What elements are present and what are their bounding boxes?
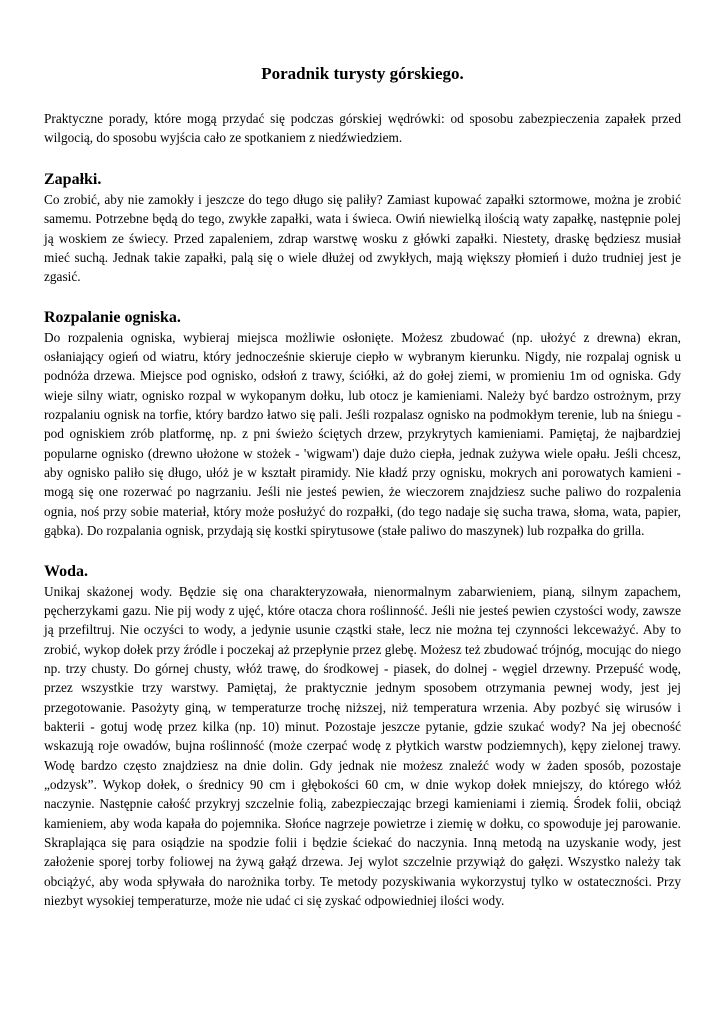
section-body-matches: Co zrobić, aby nie zamokły i jeszcze do tego długo się paliły? Zamiast kupować zapałki sztormowe, można je zrobić samemu. Potrzebne będą do tego, zwykłe zapałki, wata i świeca. Owiń niewielką ilością waty zapałkę, następnie polej ją woskiem ze świecy. Przed zapaleniem, zdrap warstwę wosku z główki zapałki. Niestety, draskę będziesz musiał mieć suchą. Jednak takie zapałki, palą się o wiele dłużej od zwykłych, mają większy płomień i dużo trudniej jest je zgasić. [44, 192, 681, 285]
intro-paragraph: Praktyczne porady, które mogą przydać się podczas górskiej wędrówki: od sposobu zabezpieczenia zapałek przed wilgocią, do sposobu wyjścia cało ze spotkaniem z niedźwiedziem. [44, 111, 681, 145]
section-heading-matches: Zapałki. [44, 171, 102, 188]
page-title: Poradnik turysty górskiego. [261, 64, 464, 83]
section-heading-campfire: Rozpalanie ogniska. [44, 308, 181, 326]
section-heading-water: Woda. [44, 562, 89, 580]
section-body-campfire: Do rozpalenia ogniska, wybieraj miejsca możliwie osłonięte. Możesz zbudować (np. ułożyć z drewna) ekran, osłaniający ogień od wiatru, który jednocześnie skieruje ciepło w wybranym kierunku. Nigdy, nie rozpalaj ognisk u podnóża drzewa. Miejsce pod ognisko, odsłoń z trawy, ściółki, aż do gołej ziemi, w promieniu 1m od ogniska. Gdy wieje silny wiatr, ognisko rozpal w wykopanym dołku, lub otocz je kamieniami. Należy być bardzo ostrożnym, przy rozpalaniu ognisk na torfie, który bardzo łatwo się pali. Jeśli rozpalasz ognisko na podmokłym terenie, lub na śniegu - pod ogniskiem zrób platformę, np. z pni świeżo ściętych drzew, przykrytych kamieniami. Pamiętaj, że najbardziej popularne ognisko (drewno ułożone w stożek - 'wigwam') daje dużo ciepła, jednak zużywa wiele opału. Jeśli chcesz, aby ognisko paliło się długo, ułóż je w kształt piramidy. Nie kładź przy ognisku, mokrych ani porowatych kamieni - mogą się one rozerwać po nagrzaniu. Jeśli nie jesteś pewien, że wieczorem znajdziesz suche paliwo do rozpalenia ognia, noś przy sobie materiał, który może posłużyć do rozpałki, (do tego nadaje się sucha trawa, słoma, wata, papier, gąbka). Do rozpalania ognisk, przydają się kostki spirytusowe (stałe paliwo do maszynek) lub rozpałka do grilla. [44, 329, 681, 539]
section-body-water: Unikaj skażonej wody. Będzie się ona charakteryzowała, nienormalnym zabarwieniem, pianą, silnym zapachem, pęcherzykami gazu. Nie pij wody z ujęć, które otacza chora roślinność. Jeśli nie jesteś pewien czystości wody, zawsze ją przefiltruj. Nie oczyści to wody, a jedynie usunie cząstki stałe, lecz nie można tej czynności lekceważyć. Aby to zrobić, wykop dołek przy źródle i poczekaj aż przepłynie przez glebę. Możesz też zbudować trójnóg, mocując do niego np. trzy chusty. Do górnej chusty, włóż trawę, do środkowej - piasek, do dolnej - węgiel drzewny. Przepuść wodę, przez wszystkie trzy warstwy. Pamiętaj, że praktycznie jednym sposobem otrzymania pewnej wody, jest jej przegotowanie. Pasożyty giną, w temperaturze trochę niższej, niż temperatura wrzenia. Aby pozbyć się wirusów i bakterii - gotuj wodę przez kilka (np. 10) minut. Pozostaje jeszcze pytanie, gdzie szukać wody? Na jej obecność wskazują roje owadów, bujna roślinność (może czerpać wodę z płytkich warstw podziemnych), kępy zielonej trawy. Wodę bardzo często znajdziesz na dnie dolin. Gdy jednak nie możesz znaleźć wody w żaden sposób, pozostaje „odzysk”. Wykop dołek, o średnicy 90 cm i głębokości 60 cm, w dnie wykop dołek mniejszy, do którego włóż naczynie. Następnie całość przykryj szczelnie folią, zabezpieczając brzegi kamieniami i ziemią. Środek folii, obciąż kamieniem, aby woda kapała do pojemnika. Słońce nagrzeje powietrze i ziemię w dołku, co spowoduje jej parowanie. Skraplająca się para osiądzie na spodzie folii i będzie ściekać do naczynia. Inną metodą na uzyskanie wody, jest założenie sporej torby foliowej na żywą gałąź drzewa. Jej wylot szczelnie przywiąż do gałęzi. Wszystko należy tak obciążyć, aby woda spływała do narożnika torby. Te metody pozyskiwania wykorzystuj tylko w ostateczności. Przy niezbyt wysokiej temperaturze, może nie udać ci się zyskać odpowiedniej ilości wody. [44, 583, 681, 908]
section-matches [44, 169, 681, 287]
section-water [44, 561, 681, 911]
section-campfire [44, 307, 681, 541]
